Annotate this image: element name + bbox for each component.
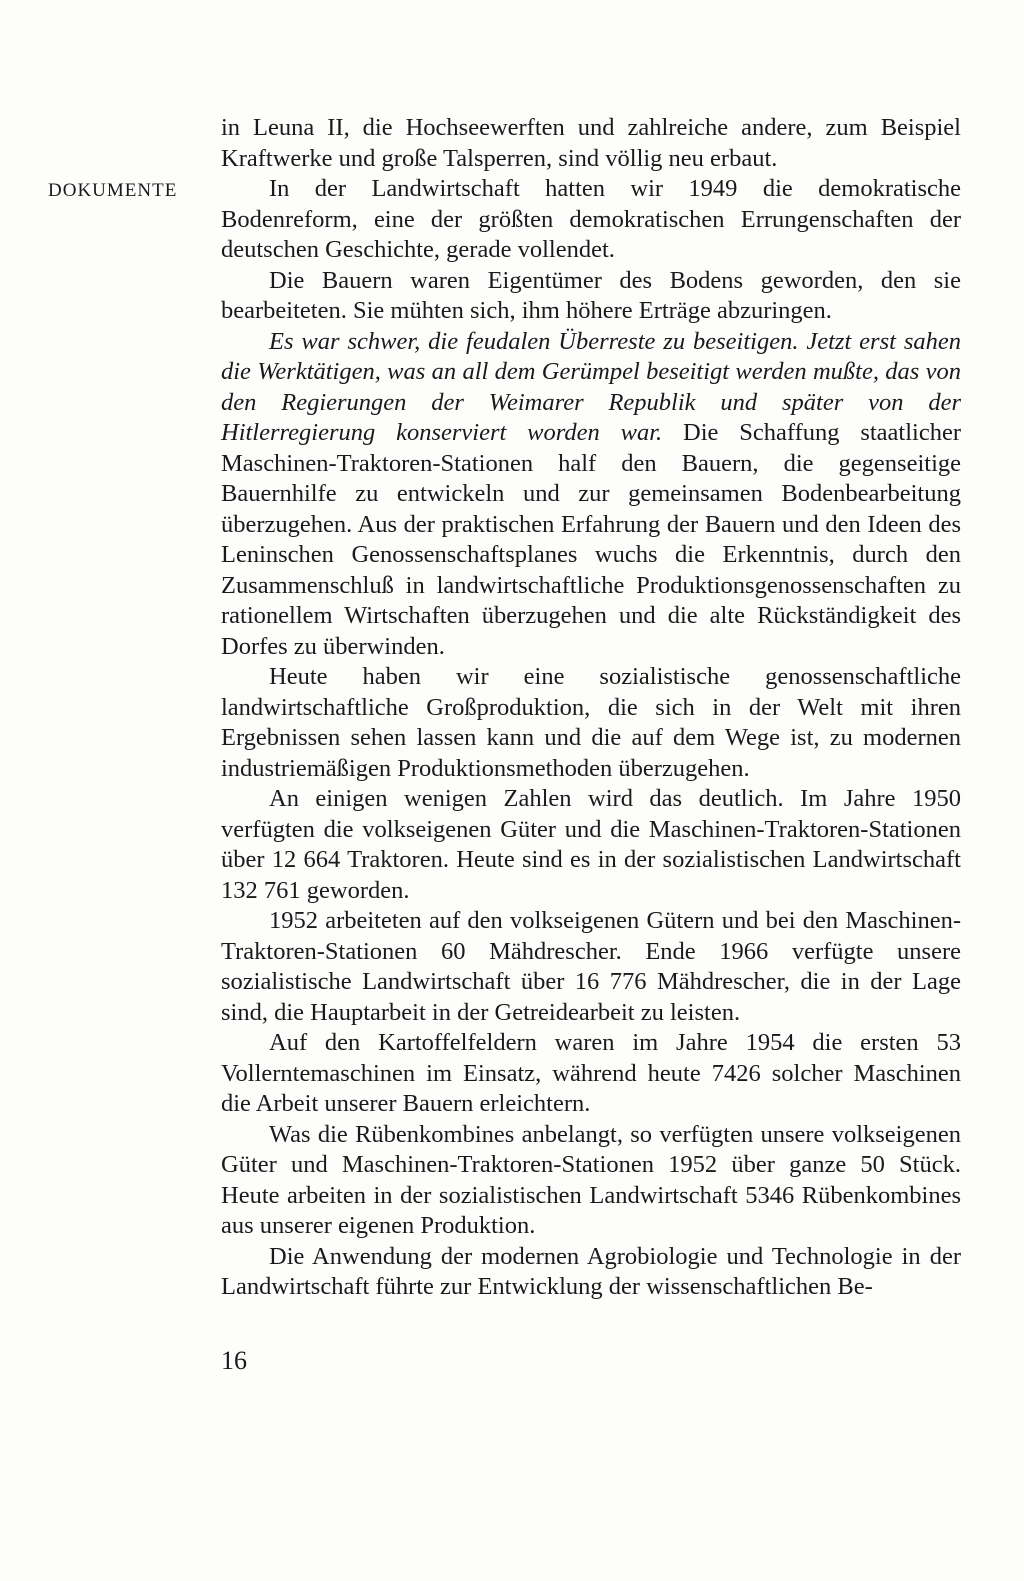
paragraph-agrobiologie: Die Anwendung der modernen Agrobiologie und Technologie in der Landwirtschaft führte zur Entwicklung der wissenschaftlichen Be- <box>221 1242 961 1300</box>
paragraph-maehdrescher: 1952 arbeiteten auf den volkseigenen Gütern und bei den Maschinen-Traktoren-Stationen 60 Mähdrescher. Ende 1966 verfügte unsere sozialistische Landwirtschaft über 16 776 Mähdrescher, die in der Lage sind, die Hauptarbeit in der Getreidearbeit zu leisten. <box>221 907 961 1026</box>
page-number: 16 <box>221 1346 247 1375</box>
paragraph-bauern-eigentuemer: Die Bauern waren Eigentümer des Bodens geworden, den sie bearbeiteten. Sie mühten sich, ihm höhere Erträge abzuringen. <box>221 266 961 324</box>
paragraph-grossproduktion: Heute haben wir eine sozialistische genossenschaftliche landwirtschaftliche Großproduktion, die sich in der Welt mit ihren Ergebnissen sehen lassen kann und die auf dem Wege ist, zu modernen industriemäßigen Produktionsmethoden überzugehen. <box>221 663 961 782</box>
paragraph-traktoren: An einigen wenigen Zahlen wird das deutlich. Im Jahre 1950 verfügten die volkseigenen Güter und die Maschinen-Traktoren-Stationen über 12 664 Traktoren. Heute sind es in der sozialistischen Landwirtschaft 132 761 geworden. <box>221 785 961 904</box>
body-text <box>221 113 961 1303</box>
paragraph-kartoffel: Auf den Kartoffelfeldern waren im Jahre 1954 die ersten 53 Vollerntemaschinen im Einsatz, während heute 7426 solcher Maschinen die Arbeit unserer Bauern erleichtern. <box>221 1029 961 1117</box>
paragraph-feudale-ueberreste <box>221 327 961 663</box>
paragraph-continuation: in Leuna II, die Hochseewerften und zahlreiche andere, zum Beispiel Kraftwerke und große Talsperren, sind völlig neu erbaut. <box>221 114 961 172</box>
paragraph-ruebenkombines: Was die Rübenkombines anbelangt, so verfügten unsere volkseigenen Güter und Maschinen-Traktoren-Stationen 1952 über ganze 50 Stück. Heute arbeiten in der sozialistischen Landwirtschaft 5346 Rübenkombines aus unserer eigenen Produktion. <box>221 1120 961 1239</box>
marginal-label: DOKUMENTE <box>48 180 178 201</box>
italic-passage: Es war schwer, die feudalen Überreste zu beseitigen. Jetzt erst sahen die Werktätigen, was an all dem Gerümpel beseitigt werden mußte, das von den Regierungen der Weimarer Republik und später von der Hitlerregierung konserviert worden war. <box>221 327 961 446</box>
paragraph-bodenreform: In der Landwirtschaft hatten wir 1949 die demokratische Bodenreform, eine der größten demokratischen Errungenschaften der deutschen Geschichte, gerade vollendet. <box>221 175 961 263</box>
paragraph-feudale-ueberreste-rest: Die Schaffung staatlicher Maschinen-Traktoren-Stationen half den Bauern, die gegenseitige Bauernhilfe zu entwickeln und zur gemeinsamen Bodenbearbeitung überzugehen. Aus der praktischen Erfahrung der Bauern und den Ideen des Leninschen Genossenschaftsplanes wuchs die Erkenntnis, durch den Zusammenschluß in landwirtschaftliche Produktionsgenossenschaften zu rationellem Wirtschaften überzugehen und die alte Rückständigkeit des Dorfes zu überwinden. <box>221 419 961 660</box>
